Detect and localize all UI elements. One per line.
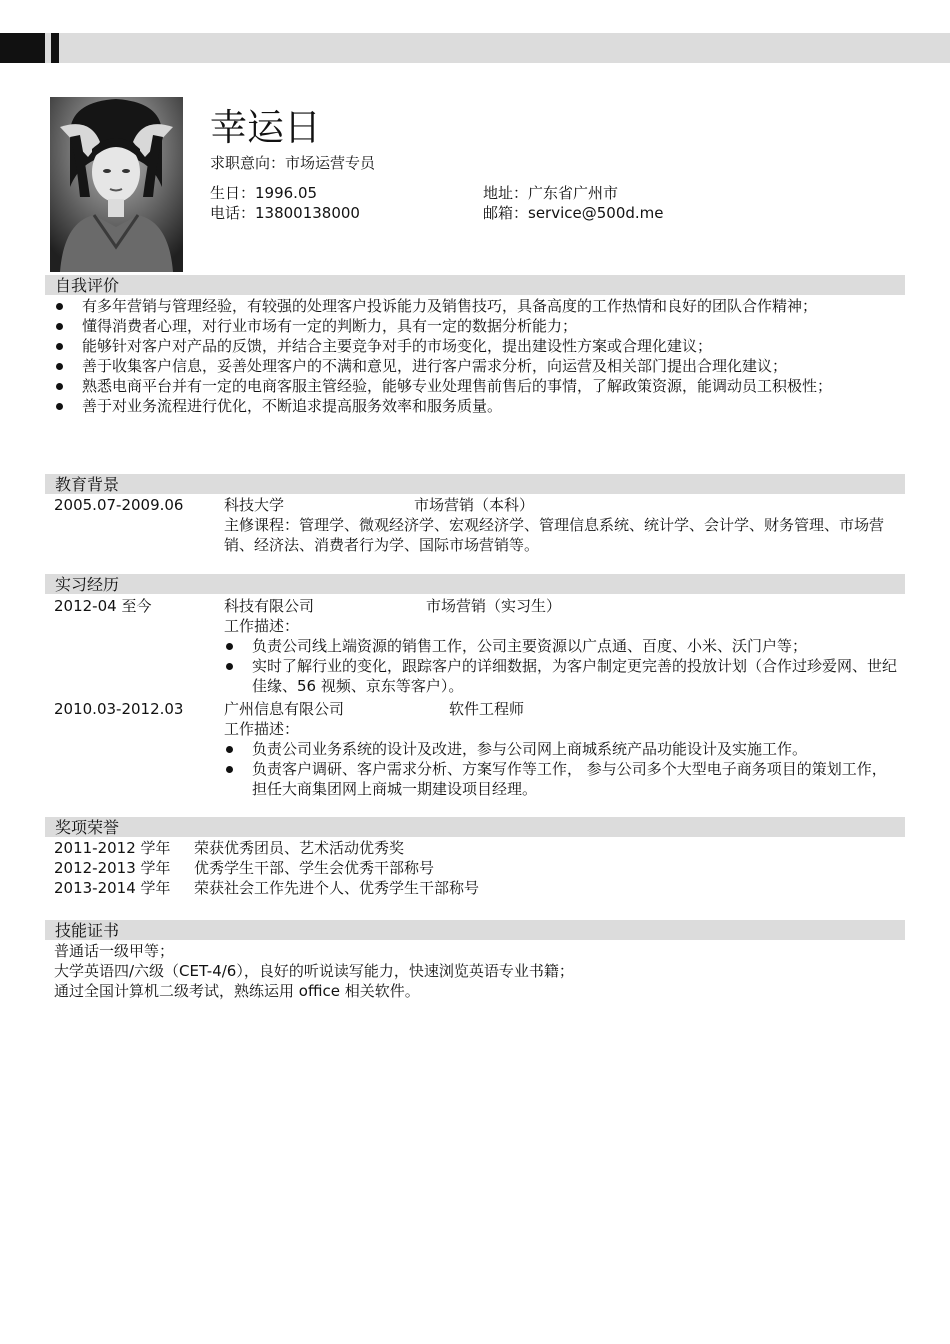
section-header-self-eval <box>45 275 905 295</box>
school-name: 科技大学 <box>224 496 285 514</box>
skill-item: 通过全国计算机二级考试，熟练运用 office 相关软件。 <box>54 982 420 1000</box>
company-name: 广州信息有限公司 <box>224 700 345 718</box>
skills-list <box>54 941 574 1001</box>
email: 邮箱：service@500d.me <box>483 204 664 222</box>
entry-date: 2012-04 至今 <box>54 597 152 615</box>
job-role: 市场营销（实习生） <box>426 597 562 615</box>
info-column-left <box>210 183 360 223</box>
section-header-awards <box>45 817 905 837</box>
section-header-internship <box>45 574 905 594</box>
list-item: 善于收集客户信息，妥善处理客户的不满和意见，进行客户需求分析，向运营及相关部门提出合理化建议； <box>54 356 899 376</box>
list-item: 负责公司业务系统的设计及改进，参与公司网上商城系统产品功能设计及实施工作。 <box>224 739 899 759</box>
section-title: 教育背景 <box>55 475 120 494</box>
job-desc-label: 工作描述： <box>224 720 300 738</box>
section-header-skills <box>45 920 905 940</box>
entry-date: 2005.07-2009.06 <box>54 496 184 514</box>
award-text: 优秀学生干部、学生会优秀干部称号 <box>194 859 435 877</box>
award-item <box>54 878 479 898</box>
header-bar <box>0 33 950 63</box>
header-block-narrow <box>51 33 59 63</box>
major-name: 市场营销（本科） <box>414 496 535 514</box>
job-desc-label: 工作描述： <box>224 617 300 635</box>
section-title: 实习经历 <box>55 575 120 594</box>
award-year: 2011-2012 学年 <box>54 839 171 857</box>
candidate-name: 幸运日 <box>210 106 321 149</box>
award-year: 2013-2014 学年 <box>54 879 171 897</box>
award-text: 荣获社会工作先进个人、优秀学生干部称号 <box>194 879 480 897</box>
job-duty-list <box>224 739 899 799</box>
award-item <box>54 858 479 878</box>
awards-list <box>54 838 479 898</box>
job-intent: 求职意向：市场运营专员 <box>210 154 376 172</box>
course-list: 主修课程：管理学、微观经济学、宏观经济学、管理信息系统、统计学、会计学、财务管理、市场营销、经济法、消费者行为学、国际市场营销等。 <box>224 516 885 554</box>
profile-photo <box>50 97 183 272</box>
section-title: 自我评价 <box>55 276 120 295</box>
address: 地址：广东省广州市 <box>483 184 619 202</box>
job-duty-list <box>224 636 899 696</box>
company-name: 科技有限公司 <box>224 597 315 615</box>
list-item: 能够针对客户对产品的反馈，并结合主要竞争对手的市场变化，提出建设性方案或合理化建议； <box>54 336 899 356</box>
award-year: 2012-2013 学年 <box>54 859 171 877</box>
portrait-image <box>50 97 183 272</box>
info-column-right <box>483 183 664 223</box>
section-title: 技能证书 <box>55 921 120 940</box>
list-item: 负责公司线上端资源的销售工作，公司主要资源以广点通、百度、小米、沃门户等； <box>224 636 899 656</box>
job-role: 软件工程师 <box>449 700 525 718</box>
award-text: 荣获优秀团员、艺术活动优秀奖 <box>194 839 405 857</box>
section-title: 奖项荣誉 <box>55 818 120 837</box>
header-block-wide <box>0 33 45 63</box>
self-eval-list <box>54 296 899 416</box>
birth-date: 生日：1996.05 <box>210 184 318 202</box>
list-item: 熟悉电商平台并有一定的电商客服主管经验，能够专业处理售前售后的事情，了解政策资源，能调动员工积极性； <box>54 376 899 396</box>
list-item: 负责客户调研、客户需求分析、方案写作等工作， 参与公司多个大型电子商务项目的策划工作，担任大商集团网上商城一期建设项目经理。 <box>224 759 899 799</box>
list-item: 实时了解行业的变化，跟踪客户的详细数据，为客户制定更完善的投放计划（合作过珍爱网、世纪佳缘、56 视频、京东等客户）。 <box>224 656 899 696</box>
list-item: 善于对业务流程进行优化，不断追求提高服务效率和服务质量。 <box>54 396 899 416</box>
section-header-education <box>45 474 905 494</box>
entry-date: 2010.03-2012.03 <box>54 700 184 718</box>
skill-item: 大学英语四/六级（CET-4/6），良好的听说读写能力，快速浏览英语专业书籍； <box>54 962 574 980</box>
phone-number: 电话：13800138000 <box>210 204 360 222</box>
list-item: 懂得消费者心理，对行业市场有一定的判断力，具有一定的数据分析能力； <box>54 316 899 336</box>
skill-item: 普通话一级甲等； <box>54 942 175 960</box>
award-item <box>54 838 479 858</box>
list-item: 有多年营销与管理经验，有较强的处理客户投诉能力及销售技巧，具备高度的工作热情和良好的团队合作精神； <box>54 296 899 316</box>
